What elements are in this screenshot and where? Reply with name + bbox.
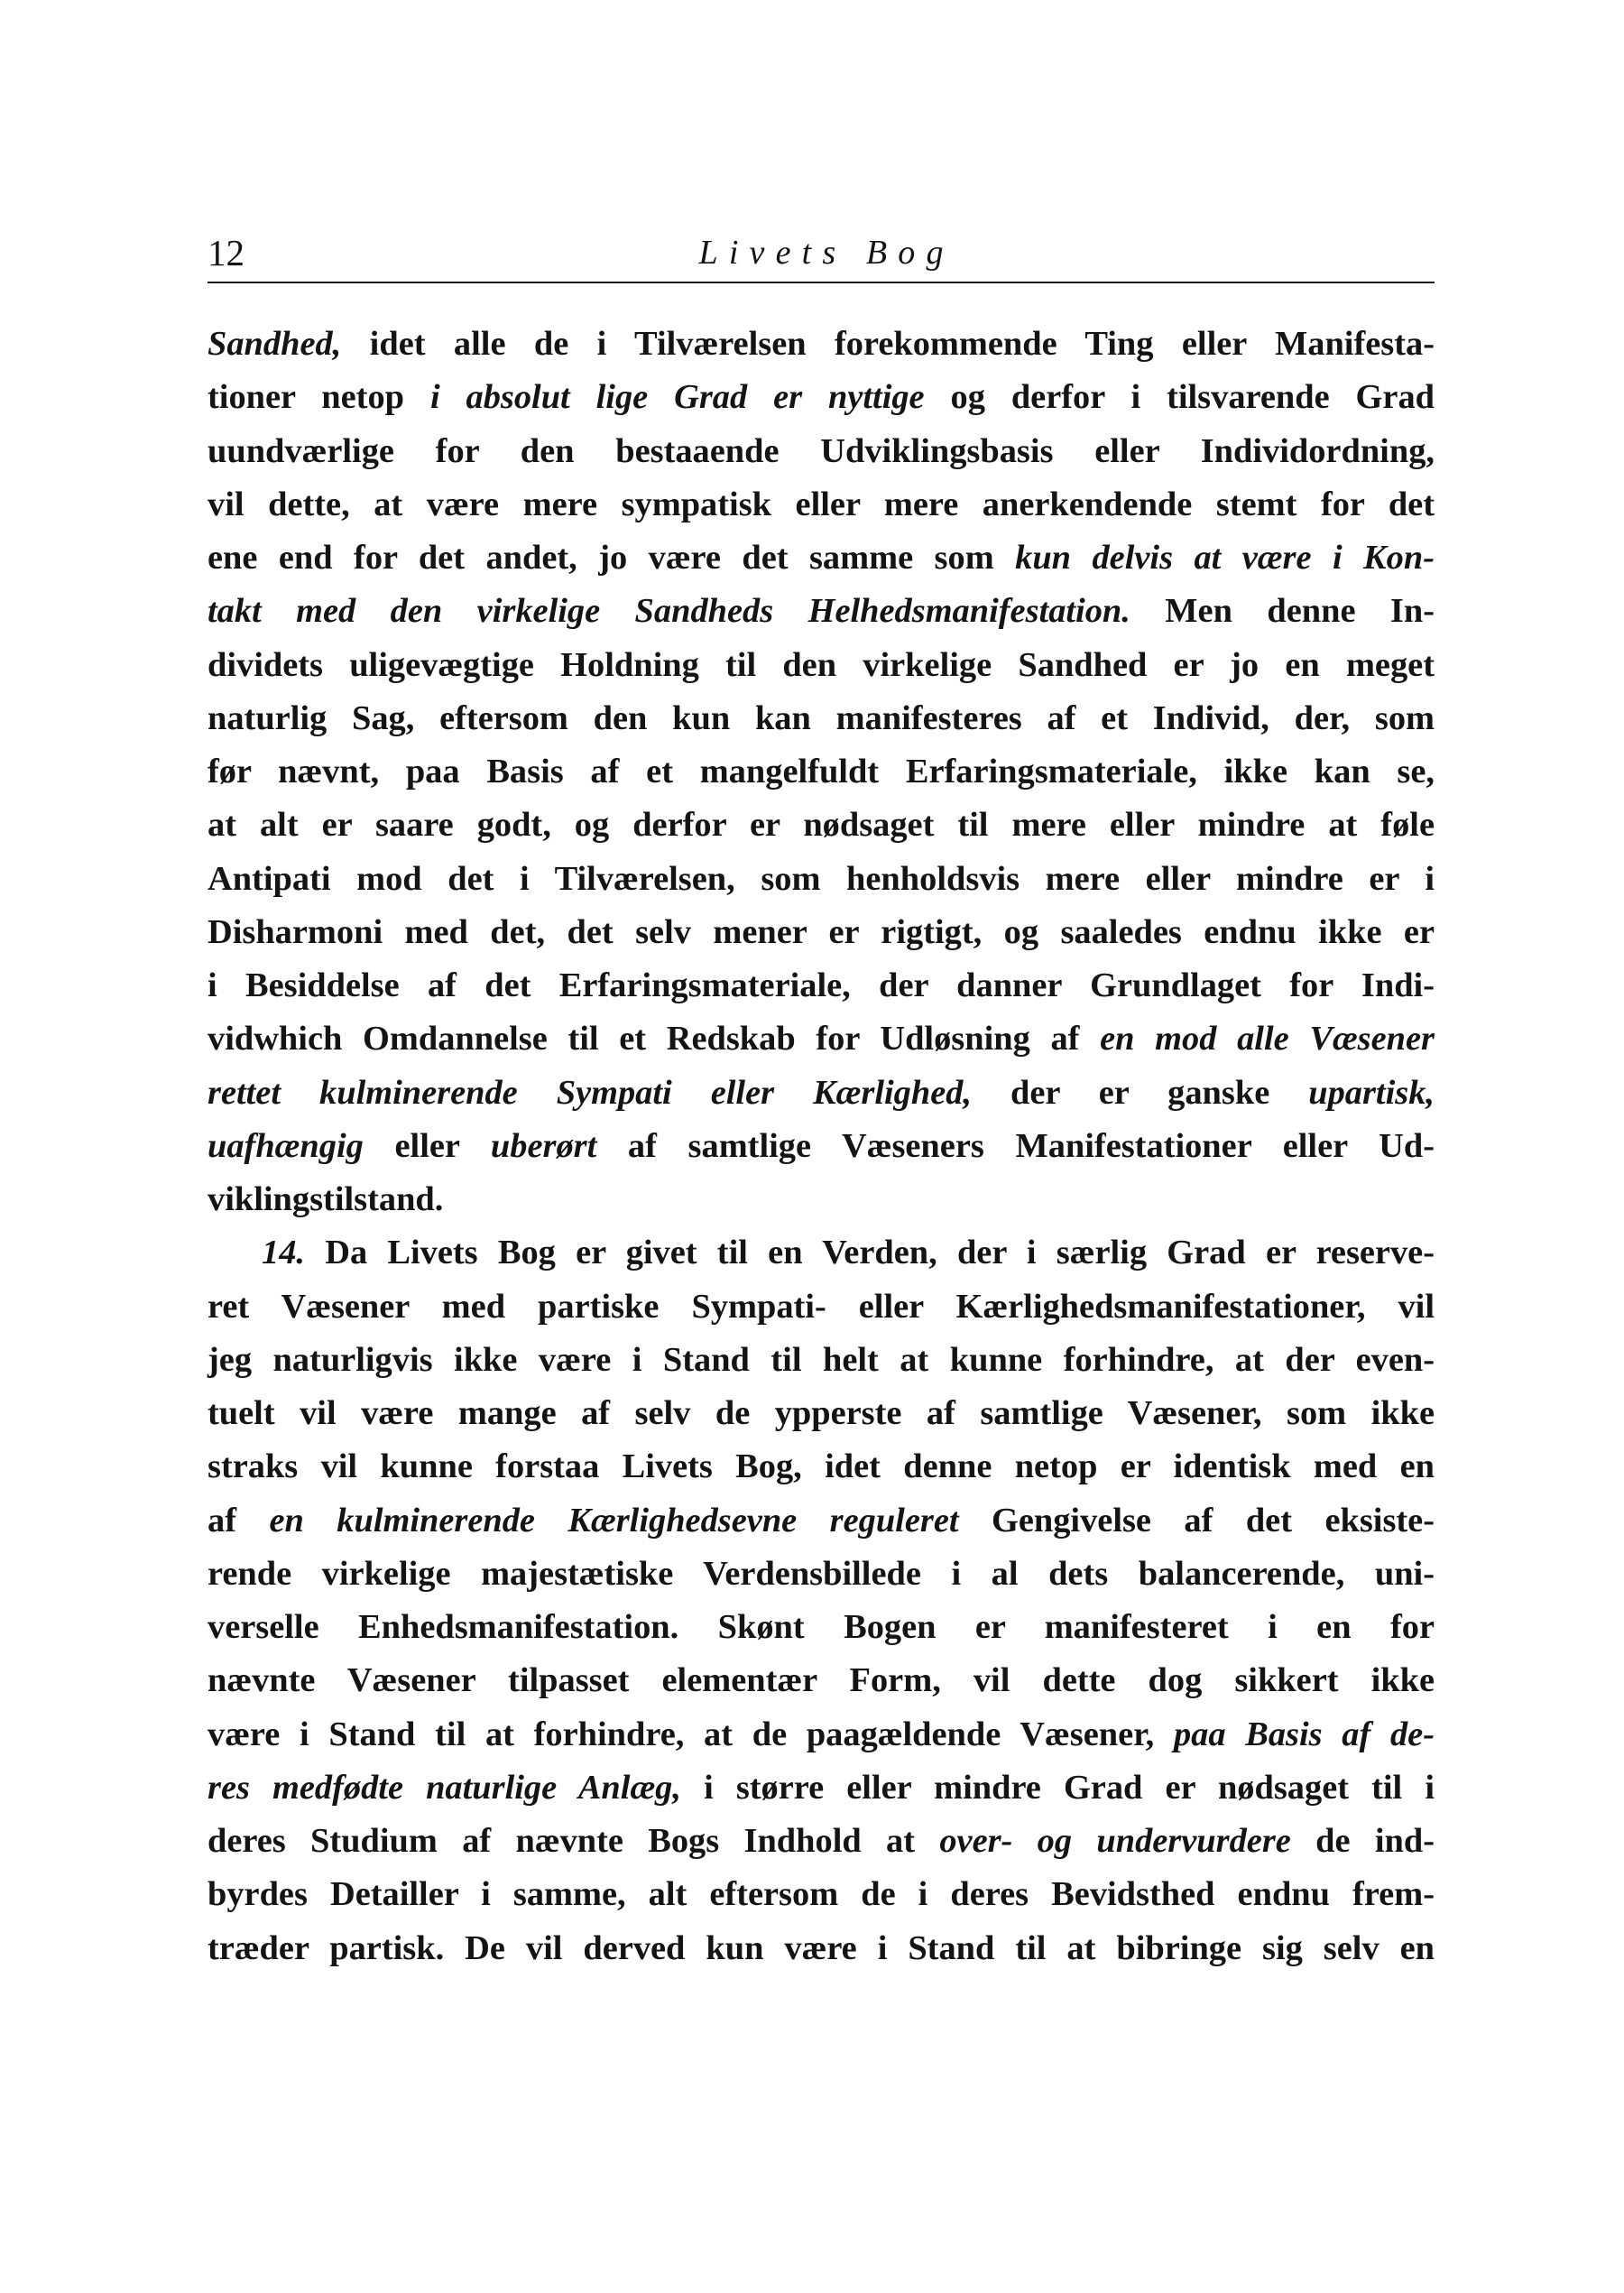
italic-text: paa Basis af de- xyxy=(1173,1715,1435,1753)
body-text: viklingstilstand. xyxy=(208,1180,444,1218)
body-text: vidwhich Omdannelse til et Redskab for Udløsning af xyxy=(208,1020,1101,1059)
body-text: jeg naturligvis ikke være i Stand til helt at kunne forhindre, at der even- xyxy=(208,1340,1435,1379)
page-header xyxy=(208,227,1435,283)
italic-text: Sandhed, xyxy=(208,325,342,363)
body-text: dividets uligevægtige Holdning til den virkelige Sandhed er jo en meget xyxy=(208,645,1435,684)
body-text: byrdes Detailler i samme, alt eftersom de i deres Bevidsthed endnu frem- xyxy=(208,1875,1435,1914)
body-text: og derfor i tilsvarende Grad xyxy=(924,378,1435,417)
text-line xyxy=(208,425,1435,478)
text-line xyxy=(208,1067,1435,1120)
text-line xyxy=(208,478,1435,532)
body-text: uundværlige for den bestaaende Udviklingsbasis eller Individordning, xyxy=(208,431,1435,470)
body-text: Gengivelse af det eksiste- xyxy=(958,1501,1435,1539)
body-text: de ind- xyxy=(1290,1822,1435,1860)
page-body xyxy=(208,318,1435,1975)
italic-text: uafhængig xyxy=(208,1126,364,1165)
italic-text: kun delvis at være i Kon- xyxy=(1015,539,1435,577)
body-text: være i Stand til at forhindre, at de paagældende Væsener, xyxy=(208,1715,1174,1753)
text-line xyxy=(208,1226,1435,1280)
italic-text: uberørt xyxy=(490,1126,597,1165)
text-line xyxy=(208,1012,1435,1066)
text-line xyxy=(208,532,1435,585)
body-text: ene end for det andet, jo være det samme som xyxy=(208,539,1016,577)
body-text: rende virkelige majestætiske Verdensbillede i al dets balancerende, uni- xyxy=(208,1554,1435,1593)
body-text: verselle Enhedsmanifestation. Skønt Bogen er manifesteret i en for xyxy=(208,1608,1435,1646)
body-text: vil dette, at være mere sympatisk eller mere anerkendende stemt for det xyxy=(208,485,1435,523)
italic-text: takt med den virkelige Sandheds Helhedsmanifestation. xyxy=(208,592,1130,631)
text-line xyxy=(208,1494,1435,1548)
text-line xyxy=(208,1922,1435,1975)
body-text: af xyxy=(208,1501,270,1539)
text-line xyxy=(208,1548,1435,1601)
italic-text: upartisk, xyxy=(1308,1073,1435,1112)
body-text: før nævnt, paa Basis af et mangelfuldt Erfaringsmateriale, ikke kan se, xyxy=(208,753,1435,791)
text-line xyxy=(208,1708,1435,1761)
text-line xyxy=(208,639,1435,692)
body-text: naturlig Sag, eftersom den kun kan manifesteres af et Individ, der, som xyxy=(208,698,1435,737)
text-line xyxy=(208,1173,1435,1226)
italic-text: i absolut lige Grad er nyttige xyxy=(429,378,925,417)
body-text: straks vil kunne forstaa Livets Bog, idet denne netop er identisk med en xyxy=(208,1447,1435,1486)
body-text: i større eller mindre Grad er nødsaget til i xyxy=(680,1768,1435,1807)
italic-text: en kulminerende Kærlighedsevne reguleret xyxy=(269,1501,959,1539)
body-text: Men denne In- xyxy=(1130,592,1435,631)
text-line xyxy=(208,799,1435,852)
text-line xyxy=(208,1120,1435,1173)
body-text: idet alle de i Tilværelsen forekommende Ting eller Manifesta- xyxy=(341,325,1435,363)
body-text: Da Livets Bog er givet til en Verden, der i særlig Grad er reserve- xyxy=(305,1234,1435,1272)
body-text: Disharmoni med det, det selv mener er rigtigt, og saaledes endnu ikke er xyxy=(208,912,1435,951)
text-line xyxy=(208,1334,1435,1387)
italic-text: rettet kulminerende Sympati eller Kærlighed, xyxy=(208,1073,973,1112)
body-text: træder partisk. De vil derved kun være i Stand til at bibringe sig selv en xyxy=(208,1928,1435,1967)
body-text: tuelt vil være mange af selv de ypperste af samtlige Væsener, som ikke xyxy=(208,1394,1435,1432)
text-line xyxy=(208,853,1435,906)
body-text: nævnte Væsener tilpasset elementær Form, vil dette dog sikkert ikke xyxy=(208,1661,1435,1700)
text-line xyxy=(208,1387,1435,1440)
text-line xyxy=(208,371,1435,424)
text-line xyxy=(208,318,1435,371)
body-text: deres Studium af nævnte Bogs Indhold at xyxy=(208,1822,940,1860)
text-line xyxy=(208,1601,1435,1654)
running-title: Livets Bog xyxy=(698,234,955,272)
page-number: 12 xyxy=(208,232,245,273)
text-line xyxy=(208,1761,1435,1815)
text-line xyxy=(208,692,1435,745)
body-text: af samtlige Væseners Manifestationer eller Ud- xyxy=(596,1126,1435,1165)
italic-text: 14. xyxy=(262,1234,305,1272)
text-line xyxy=(208,745,1435,799)
text-line xyxy=(208,1440,1435,1493)
text-line xyxy=(208,1868,1435,1921)
text-line xyxy=(208,906,1435,959)
text-line xyxy=(208,585,1435,638)
text-line xyxy=(208,1654,1435,1707)
body-text: der er ganske xyxy=(972,1073,1309,1112)
body-text: ret Væsener med partiske Sympati- eller Kærlighedsmanifestationer, vil xyxy=(208,1287,1435,1326)
body-text: Antipati mod det i Tilværelsen, som henholdsvis mere eller mindre er i xyxy=(208,859,1435,898)
body-text: eller xyxy=(363,1126,491,1165)
body-text: tioner netop xyxy=(208,378,430,417)
body-text: i Besiddelse af det Erfaringsmateriale, der danner Grundlaget for Indi- xyxy=(208,966,1435,1004)
text-line xyxy=(208,1281,1435,1334)
text-line xyxy=(208,1815,1435,1868)
body-text: at alt er saare godt, og derfor er nødsaget til mere eller mindre at føle xyxy=(208,806,1435,845)
italic-text: res medfødte naturlige Anlæg, xyxy=(208,1768,681,1807)
text-line xyxy=(208,959,1435,1012)
italic-text: over- og undervurdere xyxy=(939,1822,1291,1860)
italic-text: en mod alle Væsener xyxy=(1100,1020,1435,1059)
